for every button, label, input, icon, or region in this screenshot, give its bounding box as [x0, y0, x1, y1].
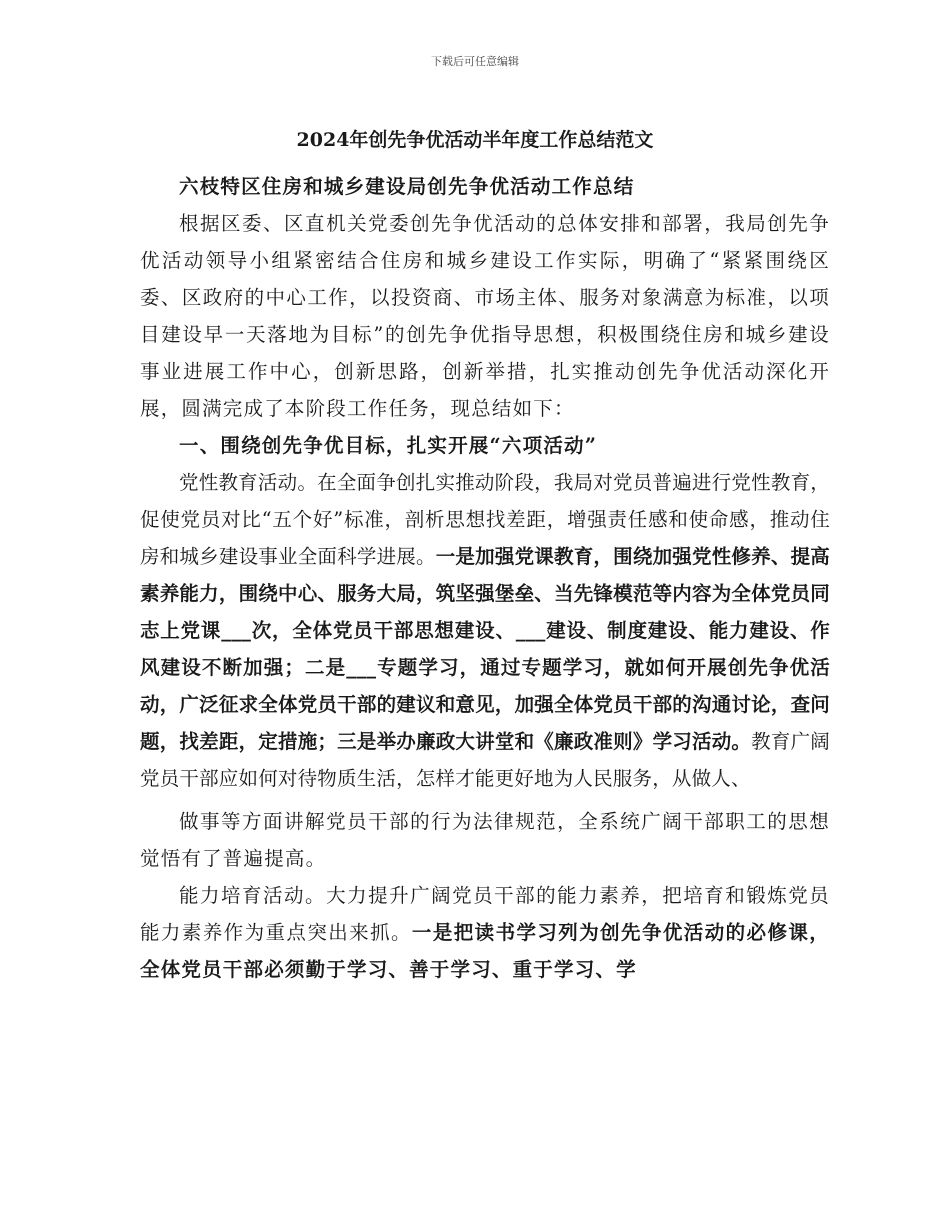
party-education-paragraph — [140, 464, 830, 797]
ability-training-paragraph — [140, 877, 830, 988]
party-education-bold-text: 一是加强党课教育，围绕加强党性修养、提高素养能力，围绕中心、服务大局，筑坚强堡垒、当先锋模范等内容为全体党员同志上党课___次，全体党员干部思想建设、___建设、制度建设、能力建设、作风建设不断加强；二是___专题学习，通过专题学习，就如何开展创先争优活动，广泛征求全体党员干部的建议和意见，加强全体党员干部的沟通讨论，查问题，找差距，定措施；三是举办廉政大讲堂和《廉政准则》学习活动。 — [140, 545, 830, 753]
ability-training-bold-text: 一是把读书学习列为创先争优活动的必修课，全体党员干部必须勤于学习、善于学习、重于学习、学 — [140, 921, 830, 981]
party-education-text: 党性教育活动。在全面争创扎实推动阶段，我局对党员普遍进行党性教育，促使党员对比“五个好”标准，剖析思想找差距，增强责任感和使命感，推动住房和城乡建设事业全面科学进展。 — [140, 471, 830, 568]
document-subtitle: 六枝特区住房和城乡建设局创先争优活动工作总结 — [179, 175, 635, 198]
conduct-paragraph: 做事等方面讲解党员干部的行为法律规范，全系统广阔干部职工的思想觉悟有了普遍提高。 — [140, 810, 830, 870]
party-education-tail-text: 教育广阔党员干部应如何对待物质生活，怎样才能更好地为人民服务，从做人、 — [140, 730, 830, 790]
document-body — [140, 168, 830, 988]
page-header-note: 下载后可任意编辑 — [431, 55, 519, 68]
section-heading: 一、围绕创先争优目标，扎实开展“六项活动” — [179, 434, 598, 457]
document-title: 2024年创先争优活动半年度工作总结范文 — [296, 129, 654, 151]
ability-training-text: 能力培育活动。大力提升广阔党员干部的能力素养，把培育和锻炼党员能力素养作为重点突出来抓。 — [140, 884, 830, 944]
intro-paragraph: 根据区委、区直机关党委创先争优活动的总体安排和部署，我局创先争优活动领导小组紧密结合住房和城乡建设工作实际，明确了“紧紧围绕区委、区政府的中心工作，以投资商、市场主体、服务对象满意为标准，以项目建设早一天落地为目标”的创先争优指导思想，积极围绕住房和城乡建设事业进展工作中心，创新思路，创新举措，扎实推动创先争优活动深化开展，圆满完成了本阶段工作任务，现总结如下： — [140, 212, 830, 420]
